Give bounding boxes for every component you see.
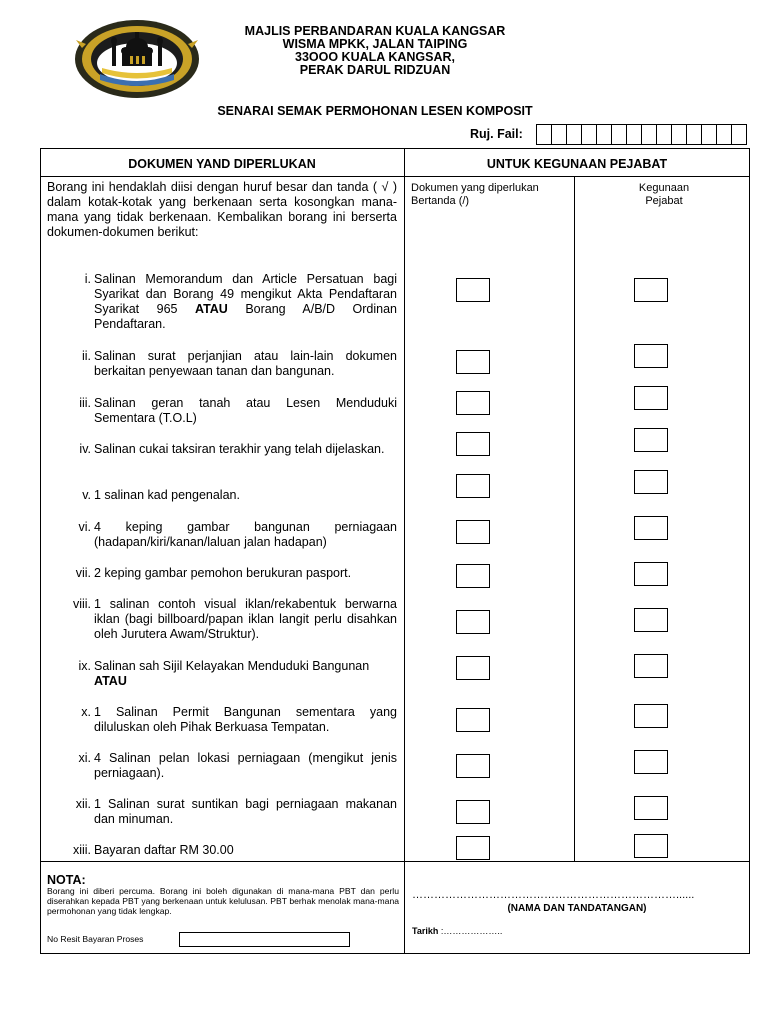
office-checkbox[interactable] [634,834,668,858]
office-checkbox[interactable] [634,344,668,368]
item-text-main: 4 Salinan pelan lokasi perniagaan (mengikut jenis perniagaan). [94,751,397,780]
item-text-main: 1 Salinan Permit Bangunan sementara yang diluluskan oleh Pihak Berkuasa Tempatan. [94,705,397,734]
office-checkbox[interactable] [634,796,668,820]
file-ref-box[interactable] [596,124,612,145]
council-name: MAJLIS PERBANDARAN KUALA KANGSAR [244,24,506,38]
file-ref-box[interactable] [671,124,687,145]
office-column-divider [574,176,575,861]
office-use-subheader-2: Pejabat [645,195,683,207]
item-text [94,349,397,379]
item-number: iii. [79,396,91,410]
office-checkbox[interactable] [634,608,668,632]
applicant-checkbox[interactable] [456,520,490,544]
applicant-checkbox[interactable] [456,610,490,634]
item-text-main: Salinan Memorandum dan Article Persatuan bagi Syarikat dan Borang 49 mengikut Akta Pendaftaran Syarikat 965 [94,272,397,316]
applicant-checkbox[interactable] [456,350,490,374]
applicant-checkbox[interactable] [456,432,490,456]
applicant-checkbox[interactable] [456,708,490,732]
documents-header: DOKUMEN YAND DIPERLUKAN [128,157,316,171]
file-ref-box[interactable] [626,124,642,145]
applicant-checkbox[interactable] [456,564,490,588]
office-checkbox[interactable] [634,750,668,774]
item-text-bold: ATAU [94,674,127,688]
file-ref-box[interactable] [536,124,552,145]
form-title: SENARAI SEMAK PERMOHONAN LESEN KOMPOSIT [217,104,533,118]
file-ref-box[interactable] [731,124,747,145]
item-number: xii. [75,797,91,811]
date-dots: :……………….. [440,926,503,936]
note-label: NOTA: [47,873,86,887]
applicant-checkbox[interactable] [456,754,490,778]
office-use-header: UNTUK KEGUNAAN PEJABAT [486,157,668,171]
applicant-checkbox[interactable] [456,800,490,824]
item-text-main: Salinan geran tanah atau Lesen Menduduki Sementara (T.O.L) [94,396,397,425]
office-checkbox[interactable] [634,470,668,494]
item-number: ii. [81,349,91,363]
item-text-bold: ATAU [194,302,228,316]
item-number: viii. [72,597,91,611]
applicant-checkbox[interactable] [456,656,490,680]
item-text [94,843,397,858]
instructions-text: Borang ini hendaklah diisi dengan huruf besar dan tanda ( √ ) dalam kotak-kotak yang berkenaan serta kosongkan mana-mana yang tidak berkenaan. Kembalikan borang ini berserta dokumen-dokumen berikut: [47,180,397,239]
item-text-main: Salinan surat perjanjian atau lain-lain dokumen berkaitan penyewaan tanan dan bangunan. [94,349,397,378]
item-text-main: Bayaran daftar RM 30.00 [94,843,234,857]
applicant-checkbox[interactable] [456,278,490,302]
file-ref-box[interactable] [656,124,672,145]
office-checkbox[interactable] [634,428,668,452]
item-text [94,272,397,332]
note-text: Borang ini diberi percuma. Borang ini boleh digunakan di mana-mana PBT dan perlu diserahkan kepada PBT yang berkenaan untuk kelulusan. PBT berhak menolak mana-mana permohonan yang tidak lengkap. [47,886,399,916]
file-ref-box[interactable] [686,124,702,145]
applicant-checkbox[interactable] [456,474,490,498]
council-crest-logo [72,18,202,100]
file-ref-boxes[interactable] [537,124,747,145]
item-text [94,488,397,503]
address-line-2: 33OOO KUALA KANGSAR, [295,50,455,64]
item-text-main: Salinan sah Sijil Kelayakan Menduduki Bangunan [94,659,370,673]
file-ref-box[interactable] [641,124,657,145]
marked-subheader: Bertanda (/) [411,195,470,207]
item-text [94,566,397,581]
address-line-3: PERAK DARUL RIDZUAN [299,63,451,77]
item-text [94,396,397,426]
item-text [94,659,397,689]
file-ref-label: Ruj. Fail: [470,127,523,141]
file-ref-box[interactable] [581,124,597,145]
footer-divider [40,861,750,862]
office-checkbox[interactable] [634,654,668,678]
item-text-main: 1 salinan contoh visual iklan/rekabentuk berwarna iklan (bagi billboard/papan iklan langit perlu disahkan oleh Jurutera Awam/Struktur). [94,597,397,641]
item-text-main: 2 keping gambar pemohon berukuran pasport. [94,566,352,580]
item-number: xi. [78,751,91,765]
item-number: i. [84,272,91,286]
item-text-tail: Borang A/B/D Ordinan Pendaftaran. [94,302,397,331]
file-ref-box[interactable] [701,124,717,145]
office-checkbox[interactable] [634,516,668,540]
header-divider [40,176,750,177]
item-text-main: 1 Salinan surat suntikan bagi perniagaan makanan dan minuman. [94,797,397,826]
office-checkbox[interactable] [634,704,668,728]
item-text [94,442,397,457]
item-text-main: 1 salinan kad pengenalan. [94,488,240,502]
file-ref-box[interactable] [611,124,627,145]
office-checkbox[interactable] [634,278,668,302]
applicant-checkbox[interactable] [456,836,490,860]
office-use-subheader: Kegunaan [638,182,690,194]
item-text-main: Salinan cukai taksiran terakhir yang telah dijelaskan. [94,442,385,456]
item-number: xiii. [72,843,91,857]
column-divider [404,148,405,954]
item-number: vii. [75,566,91,580]
item-text [94,751,397,781]
item-text [94,597,397,642]
applicant-checkbox[interactable] [456,391,490,415]
item-number: v. [82,488,91,502]
file-ref-box[interactable] [551,124,567,145]
receipt-number-field[interactable] [179,932,350,947]
item-text-main: 4 keping gambar bangunan perniagaan (hadapan/kiri/kanan/laluan jalan hadapan) [94,520,397,549]
item-text [94,797,397,827]
item-number: vi. [78,520,91,534]
signature-line[interactable]: ………………………………………………………………...... [412,889,695,901]
file-ref-box[interactable] [566,124,582,145]
receipt-label: No Resit Bayaran Proses [47,934,144,944]
required-docs-subheader: Dokumen yang diperlukan [411,182,539,194]
item-number: iv. [79,442,91,456]
file-ref-box[interactable] [716,124,732,145]
address-line-1: WISMA MPKK, JALAN TAIPING [282,37,468,51]
item-text [94,705,397,735]
date-label: Tarikh [412,926,439,936]
item-text [94,520,397,550]
date-field[interactable] [412,926,502,936]
office-checkbox[interactable] [634,386,668,410]
office-checkbox[interactable] [634,562,668,586]
item-number: ix. [78,659,91,673]
item-number: x. [81,705,91,719]
signature-label: (NAMA DAN TANDATANGAN) [507,903,647,914]
